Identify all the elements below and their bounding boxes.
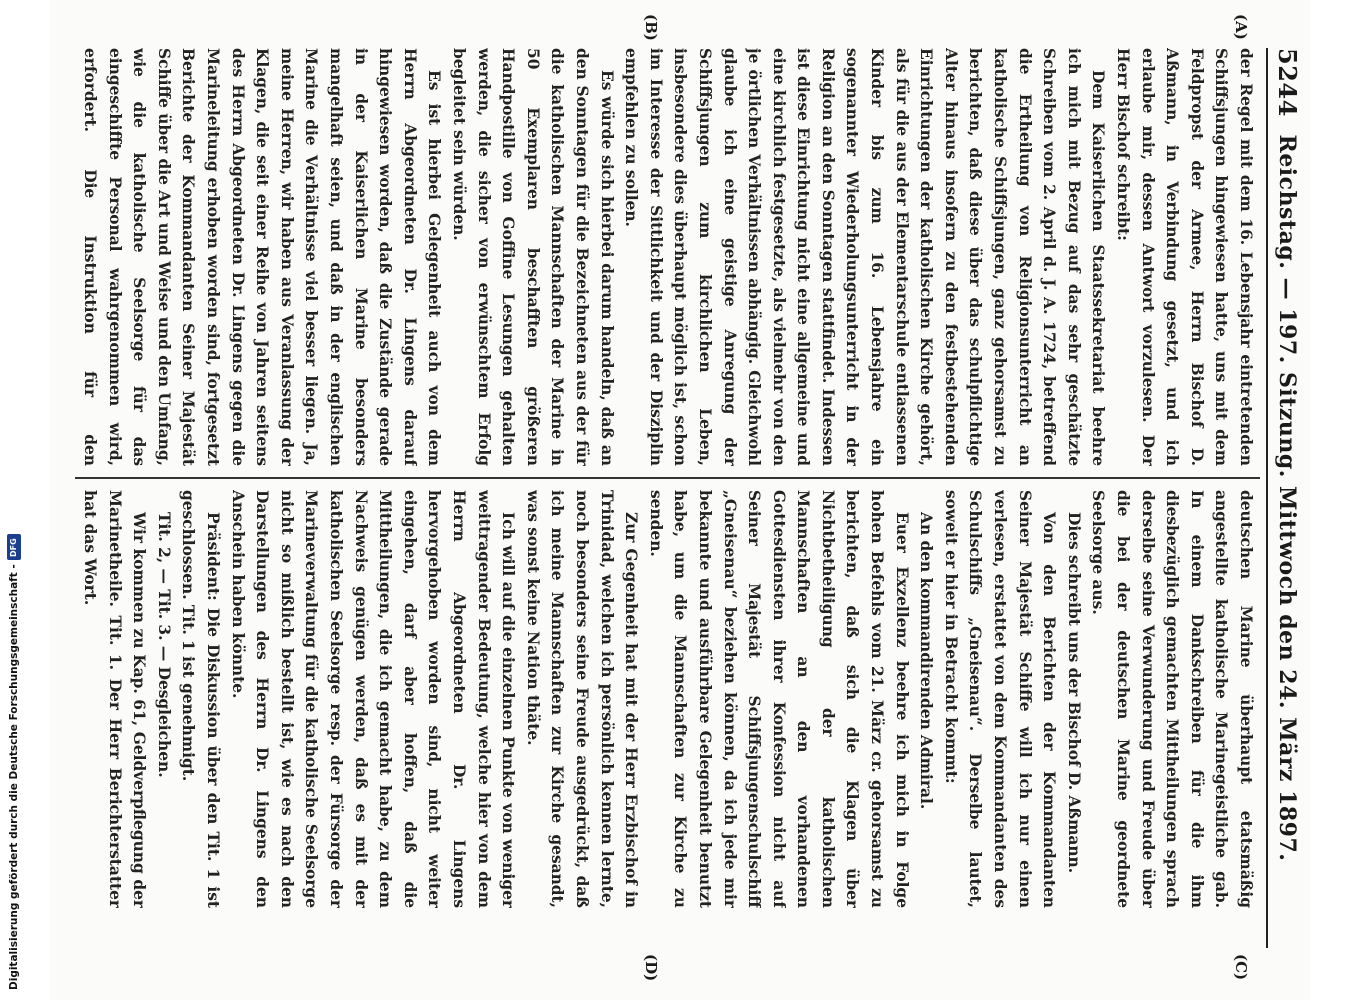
footer-text: Digitalisierung gefördert durch die Deutsche Forschungsgemeinschaft - (8, 564, 20, 990)
paragraph: Euer Exzellenz beehre ich mich in Folge hohen Befehls vom 21. März cr. gehorsamst zu berichten, daß sich die Klagen über Nichtbetheiligung der katholischen Mannschaften an den vorhandenen Gottesdiensten ihrer Konfession nicht auf Seiner Majestät Schiffsjungenschulschiff „Gneisenau“ beziehen können, da ich jede mir bekannte und ausführbare Gelegenheit benutzt habe, um die Mannschaften zur Kirche zu senden. (646, 490, 911, 908)
left-column (78, 48, 1258, 466)
paragraph: Zur Gegenheit hat mit der Herr Erzbischof in Trinidad, welchen ich persönlich kennen lernte, noch besonders seine Freude ausgedrückt, daß ich meine Mannschaften zur Kirche gesandt, was sonst keine Nation thäte. (523, 490, 641, 908)
paragraph: Präsident: Die Diskussion über den Tit. 1 ist geschlossen. Tit. 1 ist genehmigt. (179, 490, 223, 908)
paragraph: Tit. 2, — Tit. 3. — Desgleichen. (154, 512, 173, 778)
column-divider (75, 477, 1260, 479)
margin-mark-d: (D) (642, 954, 660, 982)
digitization-footer (6, 20, 22, 990)
page-number: 5244 (1273, 48, 1302, 117)
page-header (1266, 48, 1302, 948)
margin-mark-c: (C) (1232, 954, 1250, 981)
dfg-logo: DFG (7, 534, 21, 560)
page-title: Reichstag. — 197. Sitzung. Mittwoch den 24. März 1897. (1274, 134, 1300, 862)
paragraph: Ich will auf die einzelnen Punkte von weniger weittragender Bedeutung, welche hier von dem Herrn Abgeordneten Dr. Lingens hervorgehoben worden sind, nicht weiter eingehen, darf aber hoffen, daß die Mittheilungen, die ich gemacht habe, zu dem Nachweis genügen werden, daß es mit der katholischen Seelsorge resp. der Fürsorge der Marineverwaltung für die katholische Seelsorge nicht so mißlich bestellt ist, wie es nach den Darstellungen des Herrn Dr. Lingens den Anschein haben könnte. (228, 490, 518, 908)
paragraph: An den kommandirenden Admiral. (917, 512, 936, 810)
paragraph: Es ist hierbei Gelegenheit auch von dem Herrn Abgeordneten Dr. Lingens darauf hingewiesen worden, daß die Zustände gerade in der Kaiserlichen Marine besonders mangelhaft seien, und daß in der englischen Marine die Verhältnisse viel besser liegen. Ja, meine Herren, wir haben aus Veranlassung der Klagen, die seit einer Reihe von Jahren seitens des Herrn Abgeordneten Dr. Lingens gegen die Marineleitung erhoben worden sind, fortgesetzt Berichte der Kommandanten Seiner Majestät Schiffe über die Art und Weise und den Umfang, wie die katholische Seelsorge für das eingeschiffte Personal wahrgenommen wird, erfordert. Die Instruktion für den (81, 48, 444, 466)
paragraph: Wir kommen zu Kap. 61, Geldverpflegung der Marinetheile. Tit. 1. Der Herr Berichterstatter hat das Wort. (81, 490, 149, 908)
paragraph: der Regel mit dem 16. Lebensjahr eintretenden Schiffsjungen hingewiesen hatte, uns mit dem Feldpropst der Armee, Herrn Bischof D. Aßmann, in Verbindung gesetzt, und ich erlaube mir, dessen Antwort vorzulesen. Der Herr Bischof schreibt: (1114, 48, 1255, 466)
right-column (78, 490, 1258, 908)
margin-mark-a: (A) (1232, 14, 1250, 40)
paragraph: Von den Berichten der Kommandanten Seiner Majestät Schiffe will ich nur einen verlesen, erstattet von dem Kommandanten des Schulschiffs „Gneisenau“. Derselbe lautet, soweit er hier in Betracht kommt: (941, 490, 1059, 908)
margin-mark-b: (B) (642, 14, 660, 41)
paragraph: Dies schreibt uns der Bischof D. Aßmann. (1064, 512, 1083, 874)
paragraph: Dem Kaiserlichen Staatssekretariat beehre ich mich mit Bezug auf das sehr geschätzte Schreiben vom 2. April d. J. A. 1724, betreffend die Ertheilung von Religionsunterricht an katholische Schiffsjungen, ganz gehorsamst zu berichten, daß diese über das schulpflichtige Alter hinaus insofern zu den festbestehenden Einrichtungen der katholischen Kirche gehört, als für die aus der Elementarschule entlassenen Kinder bis zum 16. Lebensjahre ein sogenannter Wiederholungsunterricht in der Religion an den Sonntagen stattfindet. Indessen ist diese Einrichtung nicht eine allgemeine und eine kirchlich festgesetzte, als vielmehr von den je örtlichen Verhältnissen abhängig. Gleichwohl glaube ich eine geistige Anregung der Schiffsjungen zum kirchlichen Leben, insbesondere dies überhaupt möglich ist, schon im Interesse der Sittlichkeit und der Disziplin empfehlen zu sollen. (622, 48, 1108, 466)
paragraph: Es würde sich hierbei darum handeln, daß an den Sonntagen für die Bezeichneten aus der für die katholischen Mannschaften der Marine in 50 Exemplaren beschafften größeren Handpostille von Goffine Lesungen gehalten werden, die sicher von erwünschtem Erfolg begleitet sein würden. (450, 48, 616, 466)
rotated-page (50, 0, 1310, 1000)
paragraph: deutschen Marine überhaupt etatsmäßig angestellte katholische Marinegeistliche gab. In einem Dankschreiben für die ihm diesbezüglich gemachten Mittheilungen sprach derselbe seine Verwunderung und Freude über die bei der deutschen Marine geordnete Seelsorge aus. (1089, 490, 1255, 908)
